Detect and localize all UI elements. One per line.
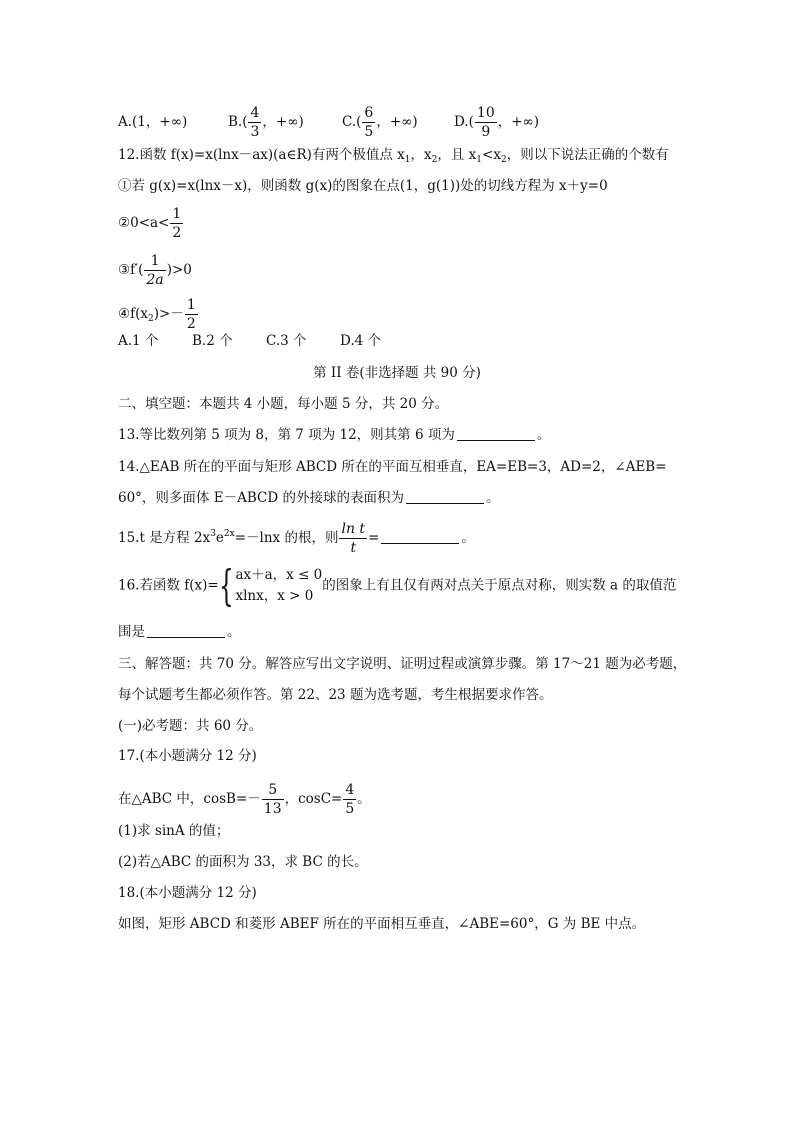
fraction: $\frac{5}{13}$ [263,782,282,817]
q13: 13.等比数列第 5 项为 8，第 7 项为 12，则其第 6 项为 。 [118,427,551,443]
q12-options [118,331,381,351]
q14-line1: 14.△EAB 所在的平面与矩形 ABCD 所在的平面互相垂直，EA=EB=3，AD=2，∠AEB= [118,459,667,475]
q12-statement-3: ③f′( $\frac{1}{2a}$ )>0 [118,253,192,288]
q18-text: 如图，矩形 ABCD 和菱形 ABEF 所在的平面相互垂直，∠ABE=60°，G 为 BE 中点。 [118,916,646,932]
q14-line2: 60°，则多面体 E－ABCD 的外接球的表面积为 。 [118,490,500,506]
q16-line2: 围是 。 [118,624,241,640]
part2-title: 第 II 卷(非选择题 共 90 分) [313,365,481,381]
section2-heading: 二、填空题：本题共 4 小题，每小题 5 分，共 20 分。 [118,396,449,412]
q12-option-a: A.1 个 [118,333,159,349]
fraction: $\frac{4}{5}$ [345,782,355,817]
fraction: $\frac{4}{3}$ [250,105,260,140]
piecewise-cases: ax＋a，x ≤ 0 xlnx，x > 0 [235,567,323,604]
section3-heading-line1: 三、解答题：共 70 分。解答应写出文字说明、证明过程或演算步骤。第 17～21 题为必考题， [118,656,687,672]
q12-option-d: D.4 个 [340,333,382,349]
q11-option-a: A.(1，+∞) [118,114,188,130]
answer-blank[interactable] [457,427,535,441]
q11-option-d: D.( $\frac{10}{9}$ ，+∞) [454,105,540,140]
q11-options [118,106,539,139]
q11-option-c: C.( $\frac{6}{5}$ ，+∞) [342,105,418,140]
fraction: $\frac{\text{ln t}}{t}$ [341,521,366,556]
required-section-title: (一)必考题：共 60 分。 [118,718,263,734]
q16-line1: 16.若函数 f(x)={ ax＋a，x ≤ 0 xlnx，x > 0 的图象上有且仅有两对点关于原点对称，则实数 a 的取值范 [118,561,677,610]
fraction: $\frac{6}{5}$ [364,105,374,140]
q17-stem: 在△ABC 中，cosB=－ $\frac{5}{13}$ ，cosC= $\frac{4}{5}$ 。 [118,782,371,817]
q17-part1: (1)求 sinA 的值； [118,823,230,839]
answer-blank[interactable] [406,490,484,504]
answer-blank[interactable] [381,530,459,544]
q12-statement-1: ①若 g(x)=x(lnx－x)，则函数 g(x)的图象在点(1，g(1))处的切线方程为 x＋y=0 [118,178,608,194]
q15: 15.t 是方程 $2x^3e^{2x}=-\ln x$ 的根，则 $\frac{\text{ln t}}{t}$ = 。 [118,521,475,556]
fraction: $\frac{10}{9}$ [476,105,495,140]
left-brace-icon: { [218,561,234,610]
answer-blank[interactable] [147,624,225,638]
q12-option-b: B.2 个 [192,333,233,349]
q12-statement-4: $④f(x_2)>-$ $\frac{1}{2}$ [118,297,196,332]
fraction: $\frac{1}{2}$ [186,297,196,332]
q17-part2: (2)若△ABC 的面积为 33，求 BC 的长。 [118,854,368,870]
fraction: $\frac{1}{2}$ [172,206,182,241]
q12-statement-2: ②0<a< $\frac{1}{2}$ [118,206,182,241]
q18-title: 18.(本小题满分 12 分) [118,885,257,901]
q17-title: 17.(本小题满分 12 分) [118,748,257,764]
q11-option-b: B.( $\frac{4}{3}$ ，+∞) [228,105,304,140]
q12-stem: 12.函数 f(x)=x(lnx－ax)(a∈R)有两个极值点 $x_1$，$x_2$，且 $x_1<x_2$，则以下说法正确的个数有 [118,147,669,165]
section3-heading-line2: 每个试题考生都必须作答。第 22、23 题为选考题，考生根据要求作答。 [118,687,553,703]
fraction: $\frac{1}{2a}$ [146,253,164,288]
q12-option-c: C.3 个 [266,333,307,349]
